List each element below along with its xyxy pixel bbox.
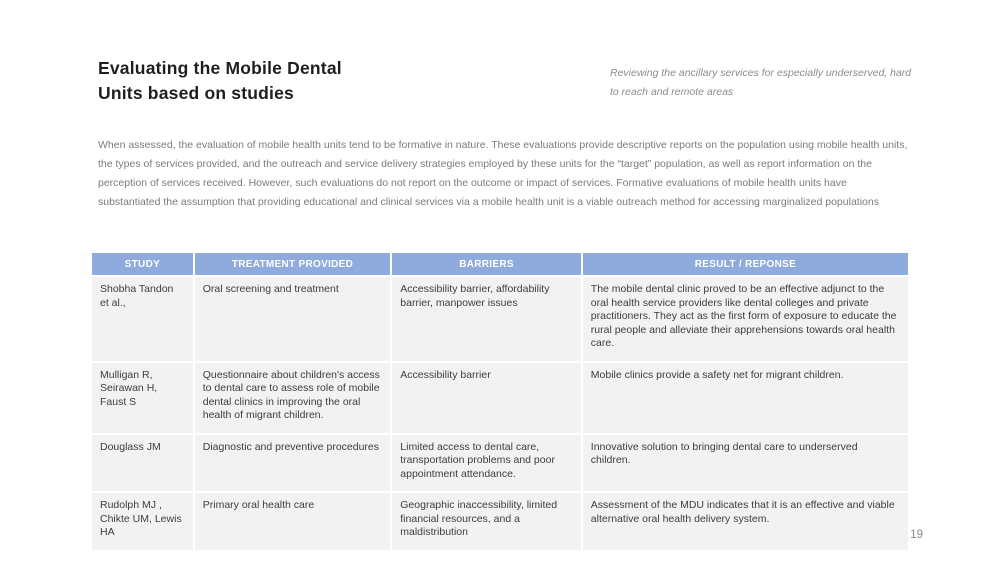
column-header-treatment: TREATMENT PROVIDED — [195, 253, 391, 275]
cell-result: The mobile dental clinic proved to be an effective adjunct to the oral health service providers like dental colleges and private practitioners. They act as the first form of exposure to educate the rural people and alleviate their apprehensions towards oral health care. — [583, 277, 908, 361]
slide-subtitle: Reviewing the ancillary services for especially underserved, hard to reach and remote areas — [610, 67, 912, 98]
cell-treatment: Diagnostic and preventive procedures — [195, 435, 391, 492]
column-header-study: STUDY — [92, 253, 193, 275]
column-header-barriers: BARRIERS — [392, 253, 581, 275]
cell-barriers: Limited access to dental care, transportation problems and poor appointment attendance. — [392, 435, 581, 492]
cell-barriers: Accessibility barrier — [392, 363, 581, 433]
column-header-result: RESULT / REPONSE — [583, 253, 908, 275]
page-number: 19 — [910, 529, 923, 541]
cell-result: Innovative solution to bringing dental care to underserved children. — [583, 435, 908, 492]
page-title-line-1: Evaluating the Mobile Dental — [98, 58, 342, 78]
cell-study: Shobha Tandon et al., — [92, 277, 193, 361]
cell-study: Douglass JM — [92, 435, 193, 492]
cell-barriers: Geographic inaccessibility, limited financial resources, and a maldistribution — [392, 493, 581, 550]
cell-treatment: Oral screening and treatment — [195, 277, 391, 361]
cell-treatment: Primary oral health care — [195, 493, 391, 550]
studies-table — [92, 253, 908, 550]
cell-treatment: Questionnaire about children's access to dental care to assess role of mobile dental clinics in improving the oral health of migrant children. — [195, 363, 391, 433]
cell-barriers: Accessibility barrier, affordability barrier, manpower issues — [392, 277, 581, 361]
cell-result: Assessment of the MDU indicates that it is an effective and viable alternative oral health delivery system. — [583, 493, 908, 550]
cell-study: Mulligan R, Seirawan H, Faust S — [92, 363, 193, 433]
page-title-line-2: Units based on studies — [98, 83, 294, 103]
cell-result: Mobile clinics provide a safety net for migrant children. — [583, 363, 908, 433]
cell-study: Rudolph MJ , Chikte UM, Lewis HA — [92, 493, 193, 550]
body-paragraph: When assessed, the evaluation of mobile health units tend to be formative in nature. These evaluations provide descriptive reports on the population using mobile health units, the types of services provided, and the outreach and service delivery strategies employed by these units for the “target” population, as well as report information on the perception of services received. However, such evaluations do not report on the outcome or impact of services. Formative evaluations of mobile health units have substantiated the assumption that providing educational and clinical services via a mobile health unit is a viable outreach method for accessing marginalized populations — [98, 139, 908, 208]
page-title — [98, 56, 342, 106]
